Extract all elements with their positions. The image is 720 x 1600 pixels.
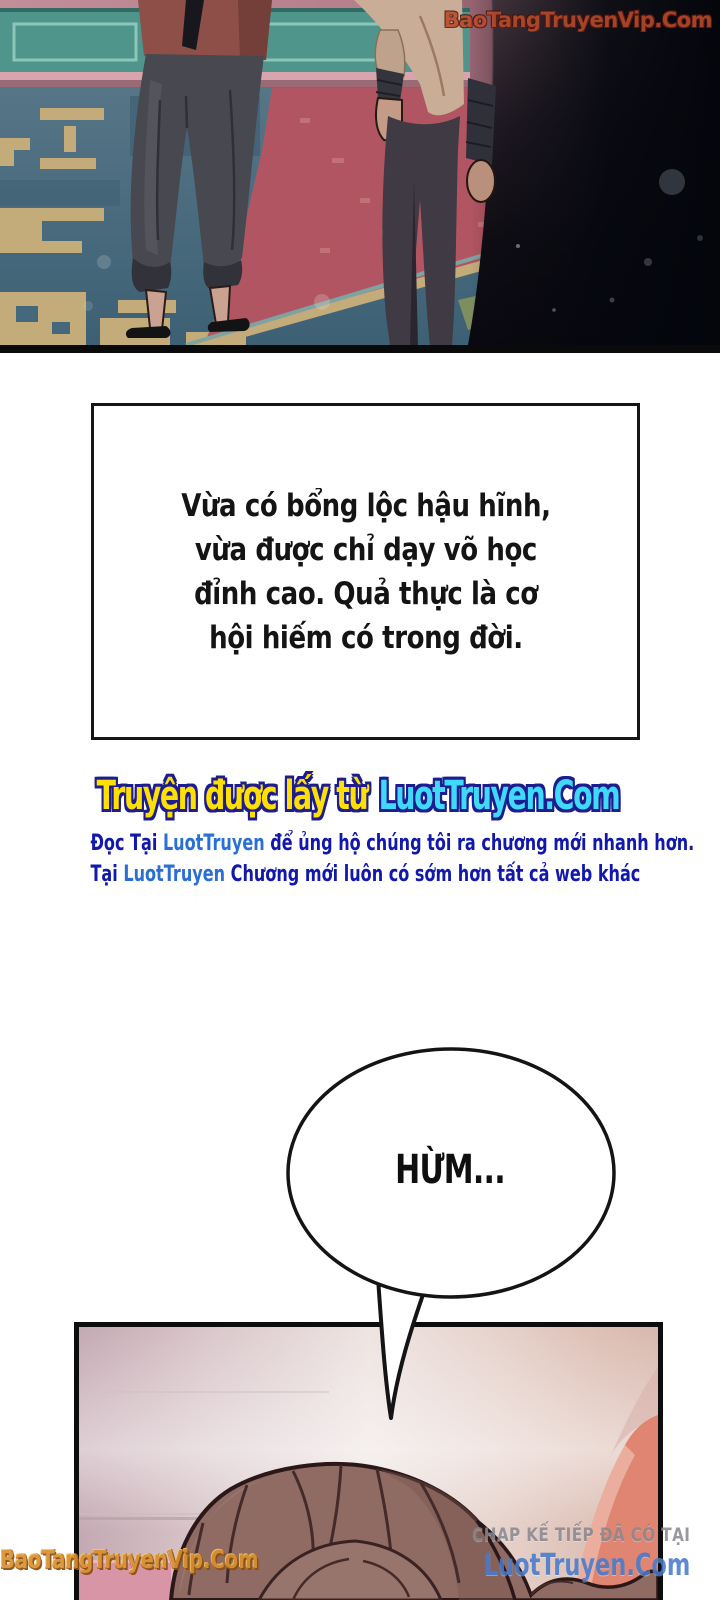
promo-banner [96,773,620,819]
note1-post: để ủng hộ chúng tôi ra chương mới nhanh hơn. [264,831,695,856]
speech-bubble-tail [378,1278,426,1418]
narration-line: vừa được chỉ dạy võ học [194,531,537,568]
next-chapter-site: LuotTruyen.Com [483,1548,690,1583]
next-chapter-notice: CHAP KẾ TIẾP ĐÃ CÓ TẠI [471,1524,690,1546]
promo-site-text: LuotTruyen.Com [378,773,620,819]
note1-pre: Đọc Tại [90,831,163,856]
note1-link: LuotTruyen [162,831,265,856]
narration-text [181,484,550,660]
speech-bubble-art [270,1030,640,1430]
narration-box [91,403,640,740]
comic-panel-top [0,0,720,353]
note2-link: LuotTruyen [123,862,226,887]
narration-line: Vừa có bổng lộc hậu hĩnh, [180,487,551,524]
narration-line: hội hiếm có trong đời. [208,619,523,656]
promo-prefix-text: Truyện được lấy từ [96,773,368,819]
narration-line: đỉnh cao. Quả thực là cơ [193,575,538,612]
watermark-bottom-left: BaoTangTruyenVip.Com [0,1545,259,1574]
speech-bubble-text: HỪM... [395,1147,505,1193]
promo-note [90,828,695,890]
promo-note-line2 [90,859,641,890]
speech-bubble [270,1030,640,1430]
next-chapter-watermark [415,1524,690,1583]
note2-pre: Tại [90,862,124,887]
top-panel-art [0,0,720,345]
watermark-top-right: BaoTangTruyenVip.Com [443,8,712,32]
note2-post: Chương mới luôn có sớm hơn tất cả web khác [225,862,641,887]
promo-note-line1 [90,828,695,859]
